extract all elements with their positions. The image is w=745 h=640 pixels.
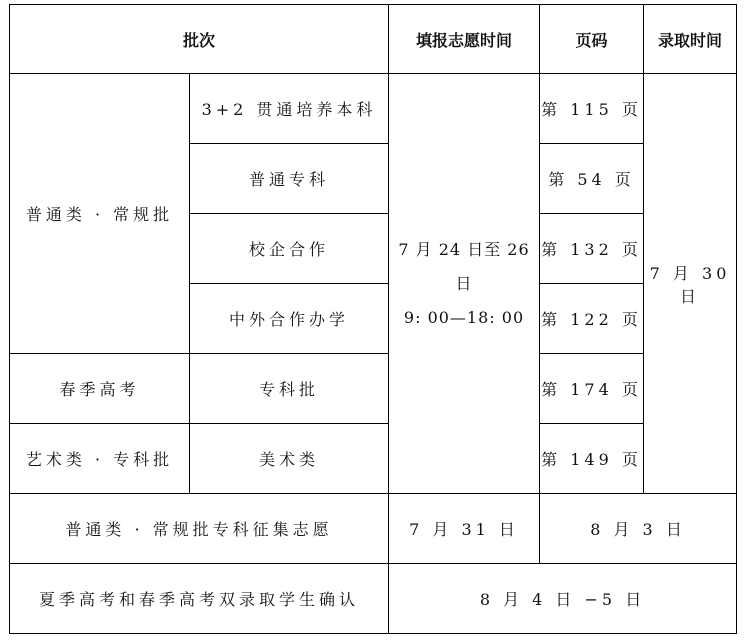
- table-row: [10, 74, 737, 144]
- header-fill-time: 填报志愿时间: [389, 5, 540, 74]
- page-cell: 第 132 页: [540, 214, 644, 284]
- sub-batch-cell: 普通专科: [190, 144, 389, 214]
- sub-batch-cell: 专科批: [190, 354, 389, 424]
- confirm-time: 8 月 4 日 −5 日: [389, 564, 737, 634]
- page-cell: 第 54 页: [540, 144, 644, 214]
- header-page: 页码: [540, 5, 644, 74]
- page-cell: 第 115 页: [540, 74, 644, 144]
- page-cell: 第 122 页: [540, 284, 644, 354]
- group-regular: 普通类 · 常规批: [10, 74, 190, 354]
- sub-batch-cell: 校企合作: [190, 214, 389, 284]
- table-row: [10, 424, 737, 494]
- supplement-fill-time: 7 月 31 日: [389, 494, 540, 564]
- schedule-table-container: [9, 4, 737, 634]
- admission-schedule-table: [9, 4, 737, 634]
- admission-time-cell: 7 月 30 日: [644, 74, 737, 494]
- header-row: [10, 5, 737, 74]
- group-spring: 春季高考: [10, 354, 190, 424]
- sub-batch-cell: 美术类: [190, 424, 389, 494]
- table-row: [10, 354, 737, 424]
- header-batch: 批次: [10, 5, 389, 74]
- sub-batch-cell: 3+2 贯通培养本科: [190, 74, 389, 144]
- header-admission-time: 录取时间: [644, 5, 737, 74]
- supplement-label: 普通类 · 常规批专科征集志愿: [10, 494, 389, 564]
- table-row: [10, 564, 737, 634]
- table-row: [10, 494, 737, 564]
- fill-time-hours: 9: 00—18: 00: [403, 307, 525, 327]
- supplement-admission: 8 月 3 日: [540, 494, 737, 564]
- group-art: 艺术类 · 专科批: [10, 424, 190, 494]
- page-cell: 第 174 页: [540, 354, 644, 424]
- fill-time-date: 7 月 24 日至 26 日: [398, 239, 530, 293]
- fill-time-cell: [389, 74, 540, 494]
- confirm-label: 夏季高考和春季高考双录取学生确认: [10, 564, 389, 634]
- page-cell: 第 149 页: [540, 424, 644, 494]
- sub-batch-cell: 中外合作办学: [190, 284, 389, 354]
